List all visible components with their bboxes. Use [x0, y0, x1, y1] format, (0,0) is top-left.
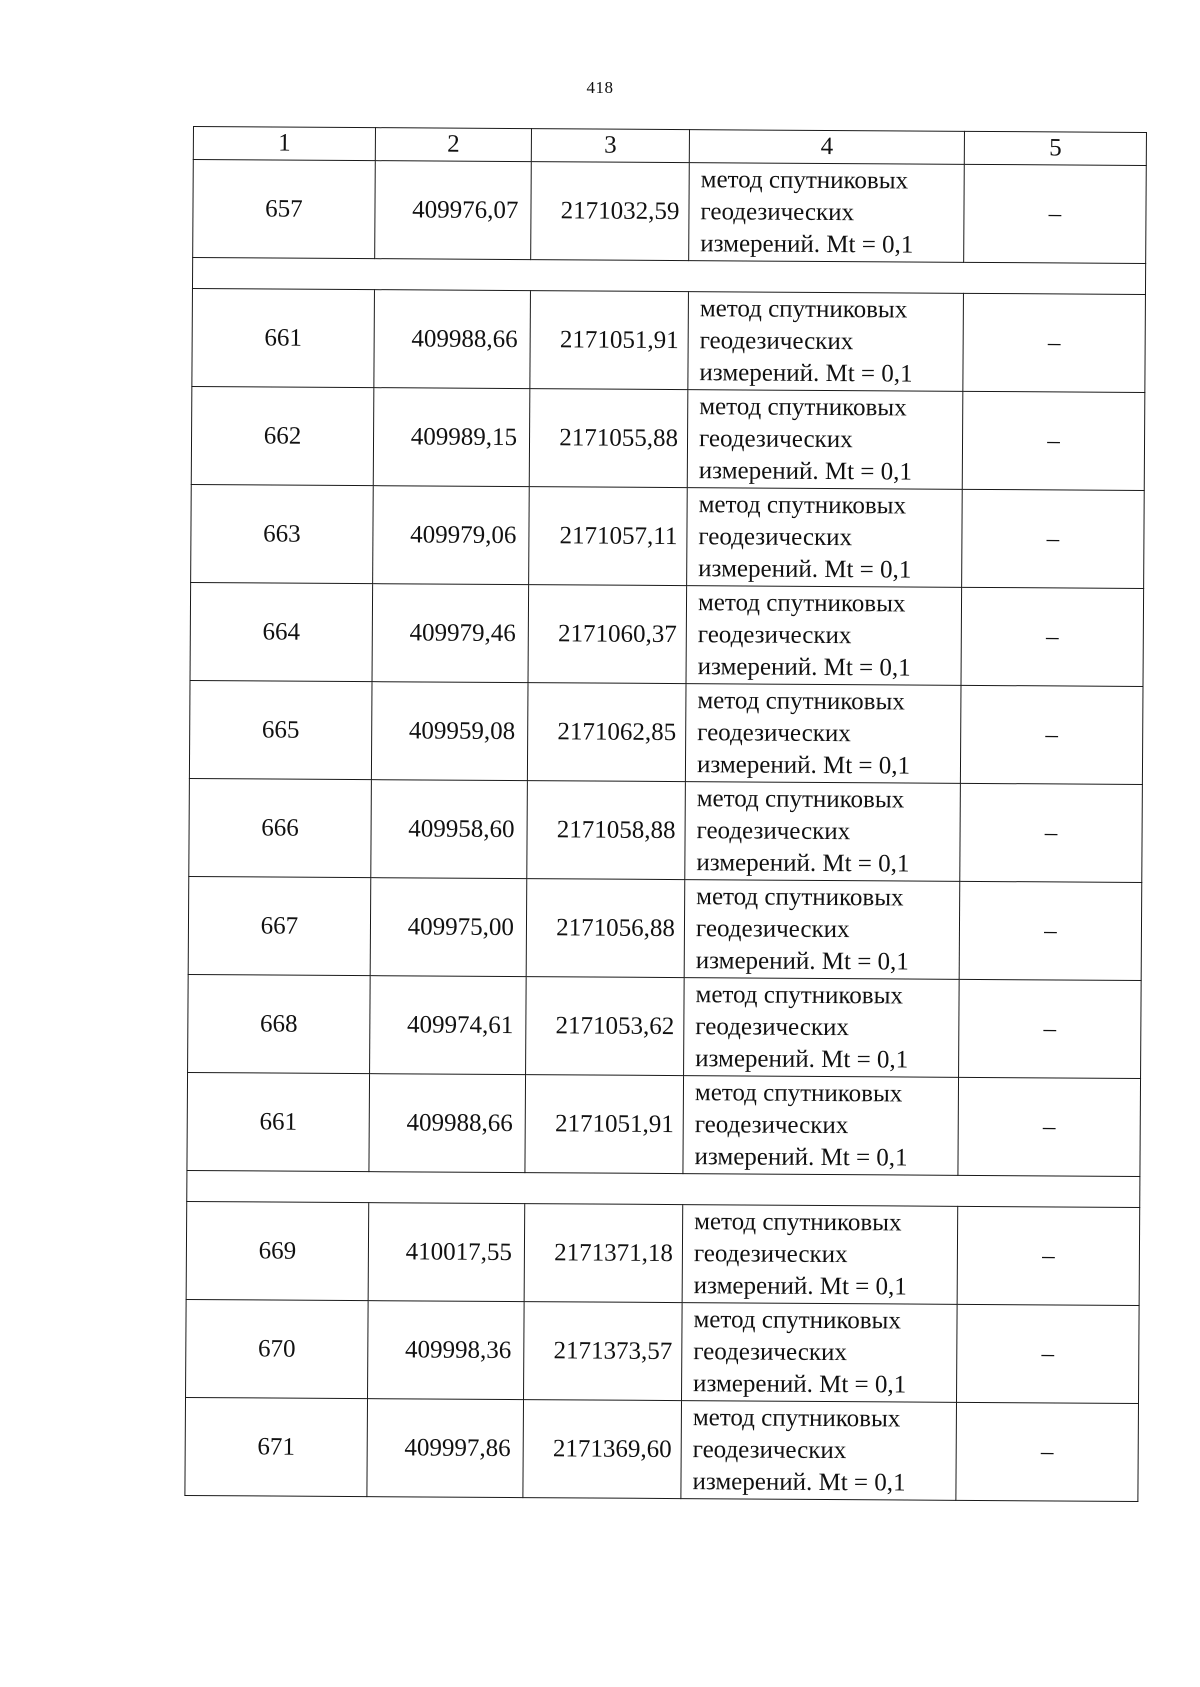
- x-coordinate-cell: 409979,46: [372, 584, 529, 683]
- method-line: геодезических: [695, 1012, 850, 1041]
- method-line: измерений. Mt = 0,1: [700, 229, 914, 259]
- method-line: метод спутниковых: [694, 1207, 902, 1236]
- table-row: [191, 484, 1145, 588]
- note-cell: –: [958, 1077, 1141, 1176]
- point-id-cell: 664: [190, 582, 373, 681]
- table-row: [186, 1299, 1140, 1403]
- method-cell: [682, 1205, 958, 1305]
- note-cell: –: [962, 391, 1145, 490]
- note-cell: –: [957, 1206, 1140, 1305]
- note-cell: –: [962, 489, 1145, 588]
- column-header-5: 5: [964, 131, 1146, 165]
- y-coordinate-cell: 2171060,37: [528, 585, 687, 684]
- method-line: геодезических: [692, 1435, 847, 1464]
- method-cell: [685, 782, 961, 882]
- method-cell: [687, 488, 963, 588]
- note-cell: –: [963, 293, 1146, 392]
- coordinates-sheet: [184, 126, 1146, 1502]
- method-cell: [686, 586, 962, 686]
- y-coordinate-cell: 2171057,11: [529, 487, 688, 586]
- method-line: геодезических: [694, 1110, 849, 1139]
- table-row: [186, 1201, 1140, 1305]
- x-coordinate-cell: 409975,00: [370, 878, 527, 977]
- method-line: измерений. Mt = 0,1: [695, 946, 909, 976]
- method-line: измерений. Mt = 0,1: [693, 1271, 907, 1301]
- table-row: [188, 974, 1142, 1078]
- x-coordinate-cell: 410017,55: [368, 1203, 525, 1302]
- method-line: метод спутниковых: [692, 1403, 901, 1432]
- y-coordinate-cell: 2171373,57: [524, 1302, 683, 1401]
- point-id-cell: 666: [189, 778, 372, 877]
- y-coordinate-cell: 2171062,85: [527, 683, 686, 782]
- method-cell: [681, 1401, 957, 1501]
- method-line: метод спутниковых: [696, 882, 904, 911]
- note-cell: –: [960, 685, 1143, 784]
- method-line: измерений. Mt = 0,1: [692, 1467, 906, 1497]
- x-coordinate-cell: 409958,60: [371, 780, 528, 879]
- method-line: геодезических: [697, 620, 852, 649]
- point-id-cell: 667: [188, 876, 371, 975]
- method-line: метод спутниковых: [697, 588, 906, 617]
- table-row: [190, 582, 1144, 686]
- x-coordinate-cell: 409997,86: [367, 1399, 524, 1498]
- x-coordinate-cell: 409979,06: [373, 486, 530, 585]
- method-line: геодезических: [693, 1239, 848, 1268]
- x-coordinate-cell: 409989,15: [373, 388, 530, 487]
- point-id-cell: 661: [187, 1072, 370, 1171]
- point-id-cell: 665: [189, 680, 372, 779]
- method-cell: [683, 1076, 959, 1176]
- x-coordinate-cell: 409988,66: [369, 1074, 526, 1173]
- y-coordinate-cell: 2171371,18: [524, 1204, 683, 1303]
- point-id-cell: 670: [186, 1299, 369, 1398]
- method-cell: [687, 390, 963, 490]
- method-line: метод спутниковых: [693, 1305, 901, 1334]
- method-line: геодезических: [698, 424, 853, 453]
- note-cell: –: [959, 881, 1142, 980]
- method-line: измерений. Mt = 0,1: [697, 652, 911, 682]
- method-line: измерений. Mt = 0,1: [694, 1142, 908, 1172]
- table-row: [192, 288, 1146, 392]
- method-line: геодезических: [696, 816, 851, 845]
- y-coordinate-cell: 2171369,60: [523, 1400, 682, 1499]
- method-line: геодезических: [699, 326, 854, 355]
- method-line: метод спутниковых: [700, 165, 909, 194]
- point-id-cell: 663: [191, 484, 374, 583]
- point-id-cell: 657: [193, 160, 376, 259]
- y-coordinate-cell: 2171058,88: [527, 781, 686, 880]
- method-line: геодезических: [693, 1337, 847, 1366]
- point-id-cell: 661: [192, 288, 375, 387]
- y-coordinate-cell: 2171051,91: [530, 291, 689, 390]
- method-line: измерений. Mt = 0,1: [696, 848, 910, 878]
- table-row: [191, 386, 1145, 490]
- method-cell: [684, 880, 960, 980]
- point-id-cell: 668: [188, 974, 371, 1073]
- column-header-4: 4: [689, 130, 964, 165]
- method-cell: [689, 163, 965, 263]
- note-cell: –: [961, 587, 1144, 686]
- note-cell: –: [960, 783, 1143, 882]
- method-line: измерений. Mt = 0,1: [693, 1369, 907, 1399]
- note-cell: –: [956, 1304, 1139, 1403]
- method-cell: [688, 292, 964, 392]
- table-row: [193, 160, 1147, 264]
- column-header-1: 1: [193, 127, 375, 161]
- method-line: геодезических: [700, 197, 855, 226]
- method-line: геодезических: [697, 718, 851, 747]
- x-coordinate-cell: 409998,36: [368, 1301, 525, 1400]
- method-cell: [682, 1303, 958, 1403]
- note-cell: –: [956, 1402, 1139, 1501]
- y-coordinate-cell: 2171053,62: [526, 977, 685, 1076]
- coordinates-table: [184, 126, 1147, 1502]
- method-line: метод спутниковых: [695, 980, 904, 1009]
- method-cell: [684, 978, 960, 1078]
- page-number: 418: [586, 78, 614, 97]
- table-row: [188, 876, 1142, 980]
- x-coordinate-cell: 409959,08: [371, 682, 528, 781]
- method-cell: [685, 684, 961, 784]
- table-body: [185, 127, 1147, 1502]
- y-coordinate-cell: 2171055,88: [529, 389, 688, 488]
- point-id-cell: 671: [185, 1397, 368, 1496]
- y-coordinate-cell: 2171051,91: [525, 1075, 684, 1174]
- method-line: метод спутниковых: [694, 1078, 903, 1107]
- table-row: [185, 1397, 1139, 1501]
- x-coordinate-cell: 409974,61: [370, 976, 527, 1075]
- table-row: [189, 778, 1143, 882]
- method-line: измерений. Mt = 0,1: [696, 750, 911, 780]
- method-line: геодезических: [698, 522, 853, 551]
- method-line: метод спутниковых: [697, 686, 905, 715]
- y-coordinate-cell: 2171032,59: [531, 162, 690, 261]
- method-line: метод спутниковых: [696, 784, 905, 813]
- note-cell: –: [959, 979, 1142, 1078]
- note-cell: –: [964, 164, 1147, 263]
- column-header-2: 2: [375, 128, 531, 162]
- y-coordinate-cell: 2171056,88: [526, 879, 685, 978]
- method-line: измерений. Mt = 0,1: [698, 456, 913, 486]
- method-line: метод спутниковых: [699, 392, 907, 421]
- method-line: измерений. Mt = 0,1: [698, 554, 912, 584]
- method-line: измерений. Mt = 0,1: [695, 1044, 909, 1074]
- point-id-cell: 662: [191, 386, 374, 485]
- x-coordinate-cell: 409988,66: [374, 290, 531, 389]
- point-id-cell: 669: [186, 1201, 369, 1300]
- method-line: измерений. Mt = 0,1: [699, 358, 913, 388]
- column-header-3: 3: [531, 129, 689, 163]
- method-line: метод спутниковых: [699, 294, 908, 323]
- table-row: [189, 680, 1143, 784]
- method-line: геодезических: [695, 914, 850, 943]
- table-row: [187, 1072, 1141, 1176]
- x-coordinate-cell: 409976,07: [375, 161, 532, 260]
- method-line: метод спутниковых: [698, 490, 907, 519]
